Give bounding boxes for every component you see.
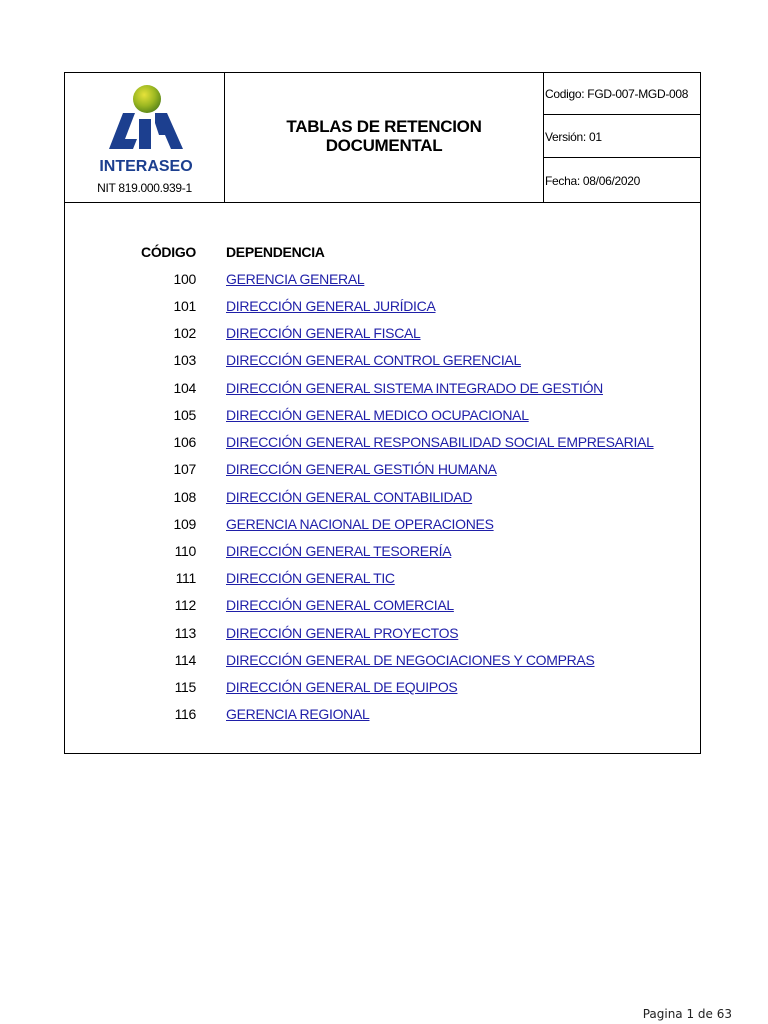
title-cell (225, 73, 544, 202)
codigo-field: Codigo: FGD-007-MGD-008 (544, 73, 701, 115)
row-code: 112 (174, 597, 196, 613)
row-code: 115 (174, 679, 196, 695)
table-row (65, 271, 700, 289)
row-code: 109 (173, 516, 196, 532)
table-header-row (65, 244, 700, 262)
table-row (65, 352, 700, 370)
row-code: 114 (174, 652, 196, 668)
table-row (65, 597, 700, 615)
row-code: 102 (173, 325, 196, 341)
table-row (65, 489, 700, 507)
logo-right-shape (155, 113, 183, 149)
version-field: Versión: 01 (544, 116, 701, 158)
row-code: 103 (173, 352, 196, 368)
row-code: 100 (173, 271, 196, 287)
table-row (65, 706, 700, 724)
table-row (65, 543, 700, 561)
dependencia-link[interactable]: DIRECCIÓN GENERAL RESPONSABILIDAD SOCIAL EMPRESARIAL (226, 434, 654, 450)
table-row (65, 625, 700, 643)
dependencia-link[interactable]: DIRECCIÓN GENERAL GESTIÓN HUMANA (226, 461, 497, 477)
row-code: 111 (175, 570, 196, 586)
logo-center-bar (139, 119, 151, 149)
table-row (65, 407, 700, 425)
nit-number: NIT 819.000.939-1 (97, 181, 192, 195)
table-row (65, 516, 700, 534)
table-row (65, 652, 700, 670)
table-row (65, 325, 700, 343)
dependencia-link[interactable]: DIRECCIÓN GENERAL FISCAL (226, 325, 421, 341)
page-indicator: Pagina 1 de 63 (642, 1007, 732, 1021)
row-code: 106 (173, 434, 196, 450)
dependencia-link[interactable]: DIRECCIÓN GENERAL PROYECTOS (226, 625, 459, 641)
row-code: 113 (174, 625, 196, 641)
table-row (65, 380, 700, 398)
document-frame (64, 72, 701, 754)
row-code: 104 (173, 380, 196, 396)
dependencia-link[interactable]: DIRECCIÓN GENERAL COMERCIAL (226, 597, 454, 613)
dependencia-link[interactable]: GERENCIA REGIONAL (226, 706, 370, 722)
info-cell (544, 73, 701, 202)
row-code: 107 (173, 461, 196, 477)
table-row (65, 461, 700, 479)
column-header-dependencia: DEPENDENCIA (226, 244, 325, 260)
dependencia-link[interactable]: DIRECCIÓN GENERAL CONTABILIDAD (226, 489, 473, 505)
dependencia-link[interactable]: DIRECCIÓN GENERAL JURÍDICA (226, 298, 436, 314)
dependencia-link[interactable]: DIRECCIÓN GENERAL DE NEGOCIACIONES Y COMPRAS (226, 652, 595, 668)
row-code: 105 (173, 407, 196, 423)
dependencia-link[interactable]: GERENCIA NACIONAL DE OPERACIONES (226, 516, 494, 532)
dependencia-link[interactable]: DIRECCIÓN GENERAL DE EQUIPOS (226, 679, 458, 695)
dependencia-link[interactable]: GERENCIA GENERAL (226, 271, 365, 287)
logo-cell (65, 73, 225, 202)
row-code: 116 (174, 706, 196, 722)
table-row (65, 679, 700, 697)
title-line-2: DOCUMENTAL (325, 136, 443, 155)
logo-wordmark: INTERASEO (99, 158, 193, 175)
title-line-1: TABLAS DE RETENCION (286, 117, 482, 136)
row-code: 108 (173, 489, 196, 505)
dependencia-link[interactable]: DIRECCIÓN GENERAL SISTEMA INTEGRADO DE GESTIÓN (226, 380, 603, 396)
interaseo-logo (93, 83, 199, 175)
logo-left-shape (109, 113, 137, 149)
fecha-field: Fecha: 08/06/2020 (545, 173, 640, 188)
dependencia-link[interactable]: DIRECCIÓN GENERAL CONTROL GERENCIAL (226, 352, 521, 368)
row-code: 101 (173, 298, 196, 314)
logo-sphere (133, 85, 161, 113)
table-row (65, 298, 700, 316)
row-code: 110 (174, 543, 196, 559)
dependencia-link[interactable]: DIRECCIÓN GENERAL MEDICO OCUPACIONAL (226, 407, 529, 423)
dependencia-link[interactable]: DIRECCIÓN GENERAL TESORERÍA (226, 543, 452, 559)
table-row (65, 570, 700, 588)
document-title (225, 117, 543, 155)
table-row (65, 434, 700, 452)
dependencia-link[interactable]: DIRECCIÓN GENERAL TIC (226, 570, 395, 586)
document-header (65, 73, 700, 203)
column-header-code: CÓDIGO (141, 244, 196, 260)
